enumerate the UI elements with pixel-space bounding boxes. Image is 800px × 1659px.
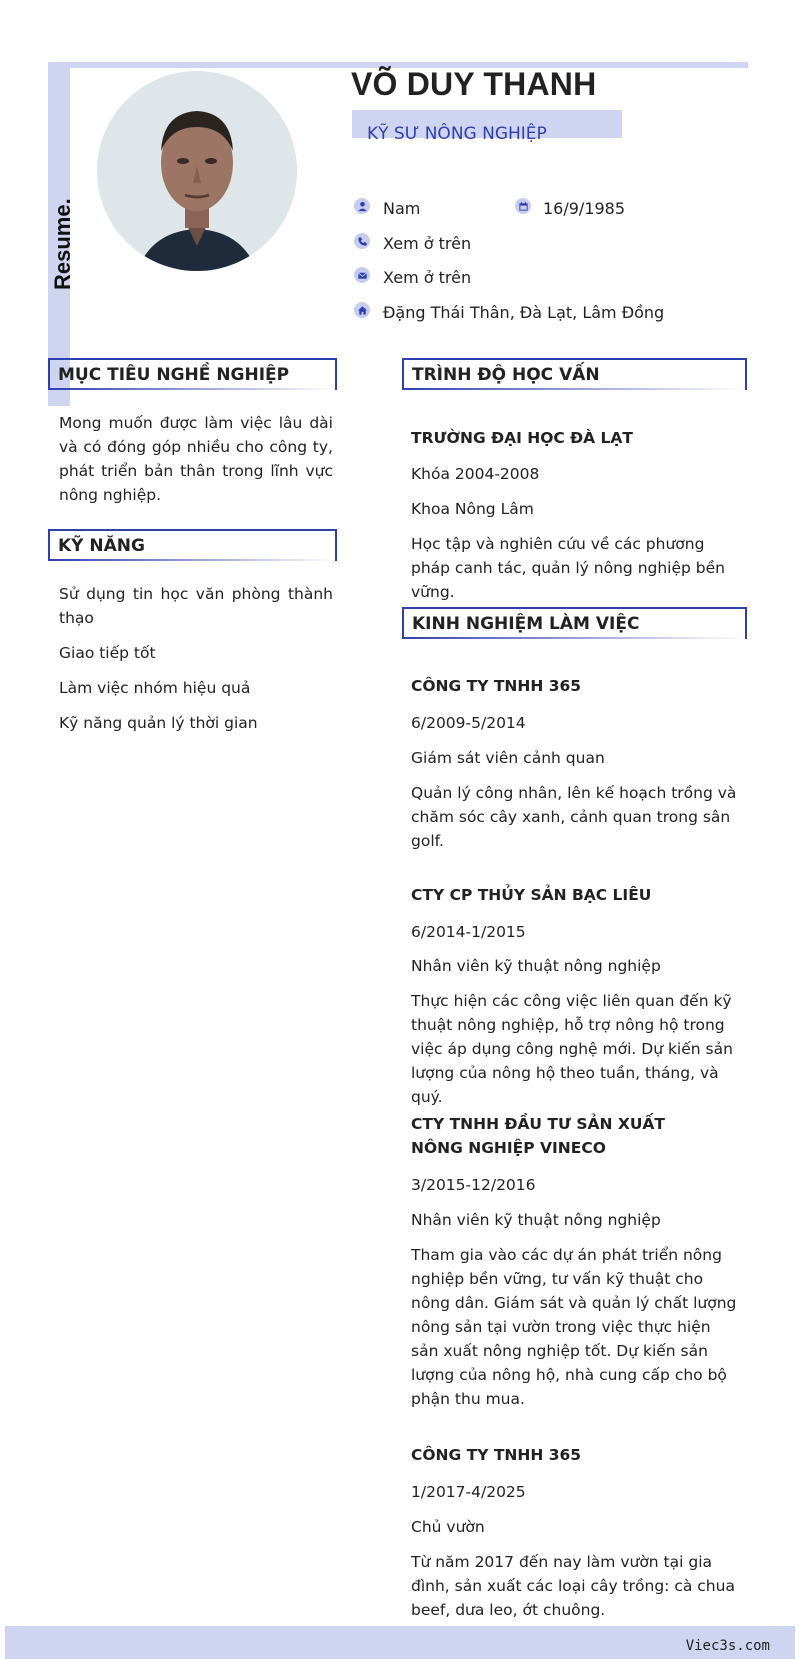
phone-value: Xem ở trên [383, 234, 472, 253]
education-description: Học tập và nghiên cứu về các phương pháp canh tác, quản lý nông nghiệp bền vững. [411, 535, 725, 601]
job-role: Giám sát viên cảnh quan [411, 749, 605, 767]
job-description: Quản lý công nhân, lên kế hoạch trồng và chăm sóc cây xanh, cảnh quan trong sân golf. [411, 784, 737, 850]
job-role: Nhân viên kỹ thuật nông nghiệp [411, 957, 661, 975]
skills-heading: KỸ NĂNG [58, 536, 145, 556]
education-faculty: Khoa Nông Lâm [411, 500, 534, 518]
job-description: Tham gia vào các dự án phát triển nông nghiệp bền vững, tư vấn kỹ thuật cho nông dân. Giám sát và quản lý chất lượng nông sản tại vườn trong việc thực hiện sản xuất nông nghiệp tốt. Dự kiến sản lượng của nông hộ, nhà cung cấp cho bộ phận thu mua. [411, 1246, 737, 1408]
skill-item: Làm việc nhóm hiệu quả [59, 679, 251, 697]
job-period: 1/2017-4/2025 [411, 1483, 526, 1501]
job-company: CTY CP THỦY SẢN BẠC LIÊU [411, 886, 652, 904]
person-icon [354, 198, 370, 214]
job-period: 6/2014-1/2015 [411, 923, 526, 941]
job-description: Từ năm 2017 đến nay làm vườn tại gia đình, sản xuất các loại cây trồng: cà chua beef, dưa leo, ớt chuông. [411, 1553, 735, 1619]
objective-heading: MỤC TIÊU NGHỀ NGHIỆP [58, 365, 290, 385]
experience-heading-box [402, 607, 747, 639]
job-title: KỸ SƯ NÔNG NGHIỆP [367, 124, 547, 144]
email-value: Xem ở trên [383, 268, 472, 287]
mail-icon [354, 267, 370, 283]
job-role: Nhân viên kỹ thuật nông nghiệp [411, 1211, 661, 1229]
job-description: Thực hiện các công việc liên quan đến kỹ thuật nông nghiệp, hỗ trợ nông hộ trong việc áp dụng công nghệ mới. Dự kiến sản lượng của nông hộ theo tuần, tháng, và quý. [411, 992, 733, 1106]
education-school: TRƯỜNG ĐẠI HỌC ĐÀ LẠT [411, 429, 633, 447]
job-period: 6/2009-5/2014 [411, 714, 526, 732]
education-heading: TRÌNH ĐỘ HỌC VẤN [412, 365, 600, 385]
education-heading-box [402, 358, 747, 390]
profile-photo [97, 71, 297, 271]
candidate-name: VÕ DUY THANH [351, 66, 597, 102]
job-company: CÔNG TY TNHH 365 [411, 1446, 582, 1464]
education-period: Khóa 2004-2008 [411, 465, 540, 483]
gender-value: Nam [383, 199, 421, 218]
job-period: 3/2015-12/2016 [411, 1176, 536, 1194]
resume-vertical-label: Resume. [50, 198, 75, 290]
footer-brand: Viec3s.com [685, 1638, 770, 1654]
experience-heading: KINH NGHIỆM LÀM VIỆC [412, 614, 640, 634]
footer-band [5, 1626, 795, 1659]
skills-heading-box [48, 529, 337, 561]
job-company: CÔNG TY TNHH 365 [411, 677, 582, 695]
skill-item: Sử dụng tin học văn phòng thành thạo [59, 585, 333, 627]
skill-item: Kỹ năng quản lý thời gian [59, 714, 258, 732]
objective-heading-box [48, 358, 337, 390]
job-company: CTY TNHH ĐẦU TƯ SẢN XUẤT NÔNG NGHIỆP VINECO [411, 1115, 665, 1157]
birthdate-value: 16/9/1985 [543, 199, 626, 218]
home-icon [354, 302, 370, 318]
objective-text: Mong muốn được làm việc lâu dài và có đóng góp nhiều cho công ty, phát triển bản thân trong lĩnh vực nông nghiệp. [59, 414, 333, 504]
phone-icon [354, 233, 370, 249]
job-role: Chủ vườn [411, 1518, 485, 1536]
address-value: Đặng Thái Thân, Đà Lạt, Lâm Đồng [383, 303, 665, 322]
skill-item: Giao tiếp tốt [59, 644, 156, 662]
calendar-icon [515, 198, 531, 214]
avatar-illustration [97, 71, 297, 271]
